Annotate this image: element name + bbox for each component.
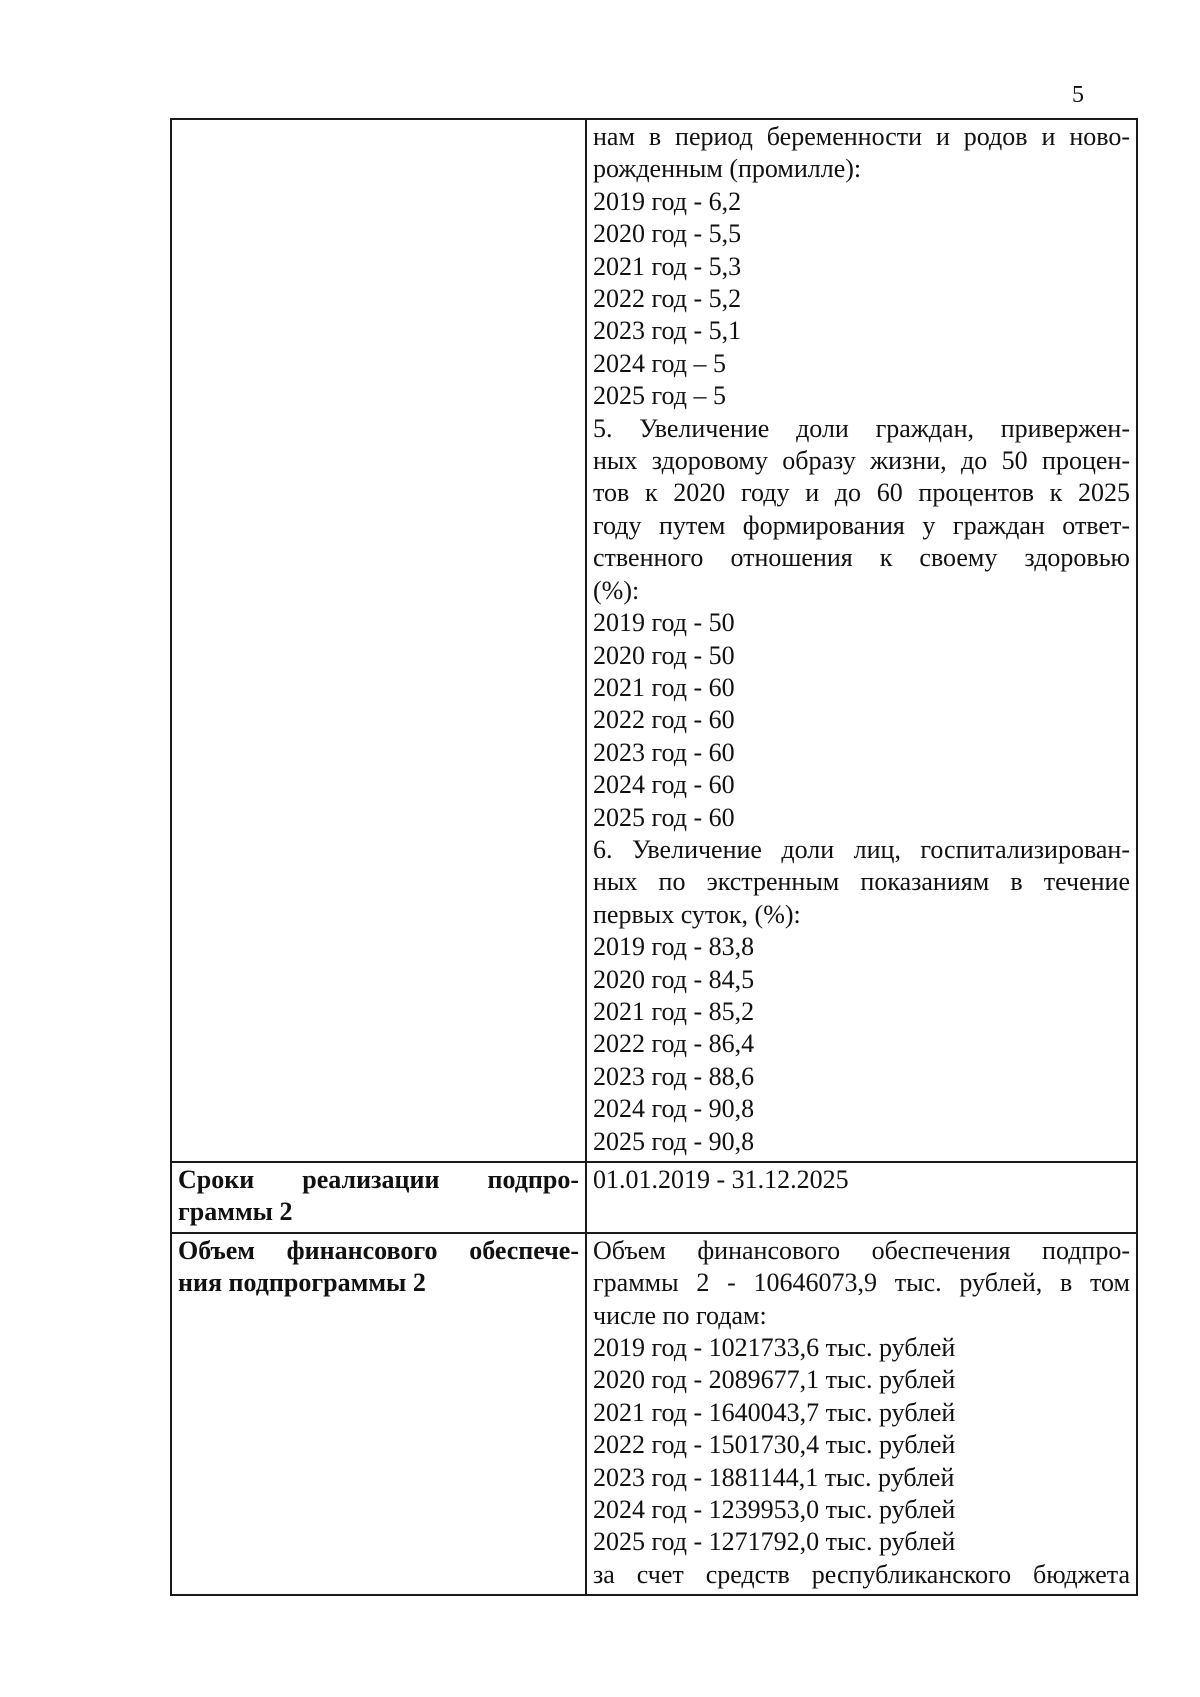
table-row — [171, 119, 1137, 1162]
page-number: 5 — [1072, 82, 1084, 108]
text-line: 2024 год - 1239953,0 тыс. рублей — [593, 1495, 956, 1525]
text-line: (%): — [593, 575, 640, 605]
text-line: 2021 год - 1640043,7 тыс. рублей — [593, 1397, 956, 1427]
text-line: 2019 год - 6,2 — [593, 186, 742, 216]
text-line: 2024 год – 5 — [593, 348, 726, 378]
text-line: Объем финансового обеспечения подпро- — [593, 1235, 1130, 1265]
table-row — [171, 1162, 1137, 1233]
text-line: 2023 год - 88,6 — [593, 1061, 755, 1091]
text-line: граммы 2 — [178, 1197, 293, 1227]
text-line: 2019 год - 83,8 — [593, 932, 755, 962]
text-line: 2020 год - 84,5 — [593, 964, 755, 994]
text-line: 2020 год - 5,5 — [593, 219, 742, 249]
text-line: ных здоровому образу жизни, до 50 процен- — [593, 446, 1130, 476]
text-line: числе по годам: — [593, 1300, 767, 1330]
text-line: 5. Увеличение доли граждан, привержен- — [593, 413, 1130, 443]
text-line: 2024 год - 90,8 — [593, 1094, 755, 1124]
text-line: 2021 год - 5,3 — [593, 251, 742, 281]
text-line: тов к 2020 году и до 60 процентов к 2025 — [593, 478, 1130, 508]
text-line: 2021 год - 85,2 — [593, 996, 755, 1026]
text-line: году путем формирования у граждан ответ- — [593, 510, 1130, 540]
text-line: 2022 год - 86,4 — [593, 1029, 755, 1059]
row1-left-cell — [171, 119, 586, 1162]
row2-left-cell — [171, 1162, 586, 1233]
subprogram-passport-table — [170, 118, 1138, 1596]
text-line: Сроки реализации подпро- — [178, 1165, 579, 1194]
text-line: 2019 год - 50 — [593, 608, 735, 638]
text-line: 2023 год - 5,1 — [593, 316, 742, 346]
text-line: 2022 год - 1501730,4 тыс. рублей — [593, 1430, 956, 1460]
text-line: 2025 год - 1271792,0 тыс. рублей — [593, 1527, 956, 1557]
table-row — [171, 1233, 1137, 1595]
text-line: 2022 год - 5,2 — [593, 284, 742, 314]
text-line: 2022 год - 60 — [593, 705, 735, 735]
row3-left-cell — [171, 1233, 586, 1595]
row2-right-cell — [586, 1162, 1137, 1233]
row1-right-cell — [586, 119, 1137, 1162]
text-line: нам в период беременности и родов и ново- — [593, 122, 1130, 151]
text-line: 2025 год - 90,8 — [593, 1126, 755, 1156]
text-line: 2025 год - 60 — [593, 802, 735, 832]
text-line: 2020 год - 2089677,1 тыс. рублей — [593, 1365, 956, 1395]
text-line: 6. Увеличение доли лиц, госпитализирован- — [593, 834, 1130, 864]
text-line: 2025 год – 5 — [593, 381, 726, 411]
text-line: 2023 год - 60 — [593, 737, 735, 767]
text-line: 2024 год - 60 — [593, 770, 735, 800]
text-line: ния подпрограммы 2 — [178, 1268, 426, 1298]
text-line: ных по экстренным показаниям в течение — [593, 867, 1130, 897]
text-line: 2021 год - 60 — [593, 672, 735, 702]
text-line: первых суток, (%): — [593, 899, 801, 929]
text-line: ственного отношения к своему здоровью — [593, 543, 1130, 573]
text-line: за счет средств республиканского бюджета — [593, 1559, 1130, 1589]
text-line: рожденным (промилле): — [593, 154, 862, 184]
text-line: граммы 2 - 10646073,9 тыс. рублей, в том — [593, 1268, 1130, 1298]
text-line: 2023 год - 1881144,1 тыс. рублей — [593, 1462, 955, 1492]
text-line: 2020 год - 50 — [593, 640, 735, 670]
text-line: 2019 год - 1021733,6 тыс. рублей — [593, 1333, 956, 1363]
text-line: Объем финансового обеспече- — [178, 1235, 579, 1265]
row3-right-cell — [586, 1233, 1137, 1595]
text-line: 01.01.2019 - 31.12.2025 — [593, 1165, 849, 1194]
